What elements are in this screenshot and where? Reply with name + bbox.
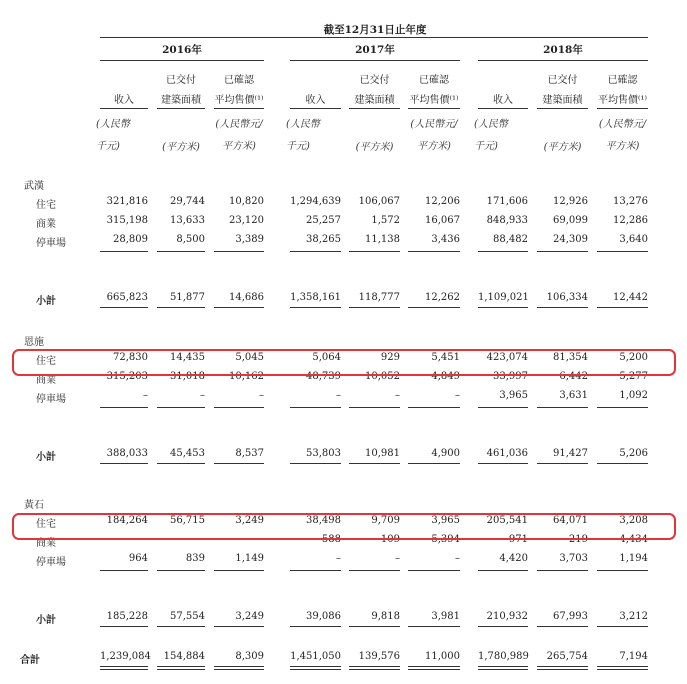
subtotal-top-rule xyxy=(157,251,205,252)
subtotal-top-rule xyxy=(100,570,148,571)
subtotal-row-cell: 388,033 xyxy=(106,448,148,459)
data-row-cell: 23,120 xyxy=(229,215,264,226)
data-row-cell: 109 xyxy=(380,534,400,545)
subtotal-top-rule xyxy=(597,570,648,571)
column-title: 已交付 xyxy=(547,75,578,86)
data-row-cell: 64,071 xyxy=(553,515,588,526)
column-title-rule xyxy=(478,108,528,109)
column-title: 建築面積 xyxy=(161,95,201,106)
column-title-rule xyxy=(100,108,148,109)
subtotal-bottom-rule xyxy=(290,626,341,627)
column-title: 已確認 xyxy=(224,75,254,86)
column-title-rule xyxy=(349,108,400,109)
subtotal-bottom-rule xyxy=(349,307,400,308)
column-unit: (平方米) xyxy=(543,142,582,153)
subtotal-bottom-rule xyxy=(408,626,460,627)
region-name: 黃石 xyxy=(24,500,44,511)
data-row-cell: 423,074 xyxy=(486,352,528,363)
data-row-cell: 219 xyxy=(568,534,588,545)
total-double-rule xyxy=(349,666,400,667)
subtotal-top-rule xyxy=(478,407,528,408)
data-row-cell: 3,208 xyxy=(619,515,648,526)
year-header: 2016年 xyxy=(162,44,202,56)
year-rule xyxy=(100,60,264,61)
subtotal-row-cell: 210,932 xyxy=(486,611,528,622)
data-row-cell: 184,264 xyxy=(106,515,148,526)
data-row-cell: 48,739 xyxy=(306,371,341,382)
subtotal-row-cell: 3,981 xyxy=(431,611,460,622)
data-row-cell: 3,249 xyxy=(235,515,264,526)
data-row-cell: 1,194 xyxy=(619,553,648,564)
total-double-rule xyxy=(349,669,400,670)
subtotal-row-cell: 39,086 xyxy=(306,611,341,622)
subtotal-top-rule xyxy=(597,251,648,252)
row-label: 住宅 xyxy=(36,519,56,530)
subtotal-row-cell: 12,442 xyxy=(613,292,648,303)
subtotal-bottom-rule xyxy=(408,307,460,308)
column-title-rule xyxy=(214,108,264,109)
data-row-cell: 3,703 xyxy=(559,553,588,564)
column-title: 收入 xyxy=(114,95,134,106)
subtotal-top-rule xyxy=(290,570,341,571)
subtotal-row-cell: 57,554 xyxy=(170,611,205,622)
subtotal-row-cell: 185,228 xyxy=(106,611,148,622)
subtotal-row-cell: 12,262 xyxy=(425,292,460,303)
column-title-rule xyxy=(157,108,205,109)
row-label: 停車場 xyxy=(36,238,66,249)
data-row-cell: 839 xyxy=(185,553,205,564)
data-row-cell: 5,451 xyxy=(431,352,460,363)
subtotal-bottom-rule xyxy=(349,626,400,627)
subtotal-row-cell: 5,206 xyxy=(619,448,648,459)
data-row-cell: 3,965 xyxy=(499,390,528,401)
data-row-cell: 5,394 xyxy=(431,534,460,545)
subtotal-top-rule xyxy=(478,570,528,571)
data-row-cell: 971 xyxy=(508,534,528,545)
total-row-cell: 7,194 xyxy=(619,651,648,662)
total-double-rule xyxy=(157,669,205,670)
column-title-rule xyxy=(537,108,588,109)
highlight-box xyxy=(12,349,676,376)
data-row-cell: 315,203 xyxy=(106,371,148,382)
data-row-cell: 28,809 xyxy=(113,234,148,245)
data-row-cell: 72,830 xyxy=(113,352,148,363)
column-title-rule xyxy=(290,108,341,109)
data-row-cell: – xyxy=(455,390,460,401)
data-row-cell: 29,744 xyxy=(170,196,205,207)
data-row-cell: – xyxy=(143,534,148,545)
data-row-cell: 14,435 xyxy=(170,352,205,363)
subtotal-top-rule xyxy=(157,407,205,408)
data-row-cell: 10,820 xyxy=(229,196,264,207)
data-row-cell: 5,064 xyxy=(312,352,341,363)
data-row-cell: 16,067 xyxy=(425,215,460,226)
column-unit: (人民幣 xyxy=(474,119,508,130)
data-row-cell: 13,633 xyxy=(170,215,205,226)
data-row-cell: 929 xyxy=(380,352,400,363)
row-label: 住宅 xyxy=(36,356,56,367)
data-row-cell: 31,018 xyxy=(170,371,205,382)
data-row-cell: 205,541 xyxy=(486,515,528,526)
data-row-cell: 24,309 xyxy=(553,234,588,245)
subtotal-bottom-rule xyxy=(214,463,264,464)
subtotal-top-rule xyxy=(537,251,588,252)
data-row-cell: 10,162 xyxy=(229,371,264,382)
subtotal-row-cell: 67,993 xyxy=(553,611,588,622)
total-double-rule xyxy=(100,669,148,670)
subtotal-bottom-rule xyxy=(100,463,148,464)
data-row-cell: 5,200 xyxy=(619,352,648,363)
data-row-cell: 38,498 xyxy=(306,515,341,526)
column-title: 平均售價⁽¹⁾ xyxy=(409,95,459,106)
period-header: 截至12月31日止年度 xyxy=(323,24,427,36)
column-unit: 平方米) xyxy=(222,141,256,152)
total-double-rule xyxy=(408,669,460,670)
subtotal-top-rule xyxy=(214,570,264,571)
column-unit: (人民幣元/ xyxy=(598,119,647,130)
data-row-cell: 8,500 xyxy=(176,234,205,245)
column-title: 已確認 xyxy=(419,75,449,86)
column-title: 已確認 xyxy=(607,75,638,86)
subtotal-row-cell: 461,036 xyxy=(486,448,528,459)
year-rule xyxy=(290,60,460,61)
header-rule xyxy=(100,37,648,38)
data-row-cell: 12,286 xyxy=(613,215,648,226)
subtotal-top-rule xyxy=(214,251,264,252)
subtotal-bottom-rule xyxy=(349,463,400,464)
subtotal-label: 小計 xyxy=(36,296,56,307)
total-row-cell: 1,239,084 xyxy=(100,651,151,662)
data-row-cell: 3,965 xyxy=(431,515,460,526)
data-row-cell: 38,265 xyxy=(306,234,341,245)
subtotal-bottom-rule xyxy=(100,626,148,627)
row-label: 停車場 xyxy=(36,394,66,405)
subtotal-row-cell: 45,453 xyxy=(170,448,205,459)
data-row-cell: 11,138 xyxy=(365,234,400,245)
data-row-cell: 4,434 xyxy=(619,534,648,545)
subtotal-bottom-rule xyxy=(157,626,205,627)
data-row-cell: 88,482 xyxy=(493,234,528,245)
data-row-cell: 12,206 xyxy=(425,196,460,207)
column-title: 建築面積 xyxy=(354,95,395,106)
column-unit: (人民幣 xyxy=(286,119,320,130)
subtotal-top-rule xyxy=(349,570,400,571)
subtotal-row-cell: 3,249 xyxy=(235,611,264,622)
total-double-rule xyxy=(290,669,341,670)
column-unit: (人民幣 xyxy=(96,119,130,130)
data-row-cell: – xyxy=(395,553,400,564)
subtotal-row-cell: 51,877 xyxy=(170,292,205,303)
column-unit: 平方米) xyxy=(605,141,640,152)
data-row-cell: 56,715 xyxy=(170,515,205,526)
data-row-cell: 171,606 xyxy=(486,196,528,207)
total-double-rule xyxy=(537,669,588,670)
data-row-cell: – xyxy=(259,390,264,401)
total-double-rule xyxy=(478,669,528,670)
total-double-rule xyxy=(100,666,148,667)
data-row-cell: 81,354 xyxy=(553,352,588,363)
column-title: 已交付 xyxy=(359,75,390,86)
subtotal-bottom-rule xyxy=(290,307,341,308)
column-unit: 千元) xyxy=(286,141,310,152)
total-double-rule xyxy=(478,666,528,667)
subtotal-top-rule xyxy=(157,570,205,571)
subtotal-bottom-rule xyxy=(597,307,648,308)
subtotal-row-cell: 1,109,021 xyxy=(478,292,529,303)
subtotal-row-cell: 14,686 xyxy=(229,292,264,303)
subtotal-row-cell: 3,212 xyxy=(619,611,648,622)
highlight-box xyxy=(12,513,676,540)
row-label: 商業 xyxy=(36,219,56,230)
column-title-rule xyxy=(408,108,460,109)
column-unit: (平方米) xyxy=(162,142,200,153)
data-row-cell: – xyxy=(259,534,264,545)
data-row-cell: – xyxy=(336,553,341,564)
data-row-cell: – xyxy=(336,390,341,401)
total-label: 合計 xyxy=(20,655,40,666)
subtotal-bottom-rule xyxy=(100,307,148,308)
total-double-rule xyxy=(157,666,205,667)
total-double-rule xyxy=(537,666,588,667)
data-row-cell: – xyxy=(455,553,460,564)
column-title: 平均售價⁽¹⁾ xyxy=(214,95,264,106)
data-row-cell: 321,816 xyxy=(106,196,148,207)
total-double-rule xyxy=(214,669,264,670)
subtotal-row-cell: 106,334 xyxy=(546,292,588,303)
data-row-cell: – xyxy=(200,534,205,545)
data-row-cell: 848,933 xyxy=(486,215,528,226)
subtotal-top-rule xyxy=(537,407,588,408)
data-row-cell: 964 xyxy=(128,553,148,564)
data-row-cell: 315,198 xyxy=(106,215,148,226)
data-row-cell: – xyxy=(200,390,205,401)
subtotal-top-rule xyxy=(290,407,341,408)
data-row-cell: 3,631 xyxy=(559,390,588,401)
total-row-cell: 154,884 xyxy=(163,651,205,662)
total-row-cell: 139,576 xyxy=(358,651,400,662)
subtotal-row-cell: 10,981 xyxy=(365,448,400,459)
row-label: 住宅 xyxy=(36,200,56,211)
subtotal-top-rule xyxy=(290,251,341,252)
data-row-cell: – xyxy=(143,390,148,401)
data-row-cell: 6,442 xyxy=(559,371,588,382)
subtotal-label: 小計 xyxy=(36,452,56,463)
column-title-rule xyxy=(597,108,648,109)
subtotal-bottom-rule xyxy=(408,463,460,464)
column-unit: (平方米) xyxy=(355,142,394,153)
total-double-rule xyxy=(408,666,460,667)
subtotal-bottom-rule xyxy=(214,307,264,308)
subtotal-bottom-rule xyxy=(478,307,528,308)
data-row-cell: 33,997 xyxy=(493,371,528,382)
subtotal-row-cell: 118,777 xyxy=(358,292,400,303)
row-label: 停車場 xyxy=(36,557,66,568)
data-row-cell: 69,099 xyxy=(553,215,588,226)
subtotal-bottom-rule xyxy=(478,626,528,627)
subtotal-row-cell: 4,900 xyxy=(431,448,460,459)
data-row-cell: 1,149 xyxy=(235,553,264,564)
region-name: 恩施 xyxy=(24,337,44,348)
column-unit: 平方米) xyxy=(417,141,451,152)
subtotal-row-cell: 665,823 xyxy=(106,292,148,303)
subtotal-top-rule xyxy=(100,407,148,408)
year-rule xyxy=(478,60,648,61)
subtotal-top-rule xyxy=(408,251,460,252)
data-row-cell: 13,276 xyxy=(613,196,648,207)
column-unit: (人民幣元/ xyxy=(410,119,458,130)
subtotal-bottom-rule xyxy=(157,463,205,464)
subtotal-bottom-rule xyxy=(478,463,528,464)
data-row-cell: 3,640 xyxy=(619,234,648,245)
row-label: 商業 xyxy=(36,375,56,386)
data-row-cell: – xyxy=(395,390,400,401)
row-label: 商業 xyxy=(36,538,56,549)
total-double-rule xyxy=(214,666,264,667)
subtotal-row-cell: 8,537 xyxy=(235,448,264,459)
subtotal-row-cell: 91,427 xyxy=(553,448,588,459)
data-row-cell: 4,849 xyxy=(431,371,460,382)
data-row-cell: 4,420 xyxy=(499,553,528,564)
total-double-rule xyxy=(597,666,648,667)
total-row-cell: 8,309 xyxy=(235,651,264,662)
subtotal-label: 小計 xyxy=(36,615,56,626)
data-row-cell: 12,926 xyxy=(553,196,588,207)
column-title: 收入 xyxy=(493,95,513,106)
column-unit: 千元) xyxy=(474,141,498,152)
subtotal-bottom-rule xyxy=(290,463,341,464)
data-row-cell: 588 xyxy=(321,534,341,545)
year-header: 2017年 xyxy=(355,44,395,56)
subtotal-top-rule xyxy=(408,570,460,571)
column-title: 已交付 xyxy=(166,75,196,86)
column-title: 建築面積 xyxy=(542,95,583,106)
column-title: 收入 xyxy=(305,95,326,106)
subtotal-row-cell: 1,358,161 xyxy=(290,292,341,303)
subtotal-top-rule xyxy=(478,251,528,252)
data-row-cell: 5,277 xyxy=(619,371,648,382)
data-row-cell: 9,709 xyxy=(371,515,400,526)
subtotal-top-rule xyxy=(537,570,588,571)
region-name: 武漢 xyxy=(24,181,44,192)
data-row-cell: 3,389 xyxy=(235,234,264,245)
total-double-rule xyxy=(290,666,341,667)
subtotal-top-rule xyxy=(349,407,400,408)
column-title: 平均售價⁽¹⁾ xyxy=(598,95,647,106)
subtotal-bottom-rule xyxy=(537,307,588,308)
total-row-cell: 1,451,050 xyxy=(290,651,341,662)
subtotal-top-rule xyxy=(597,407,648,408)
subtotal-top-rule xyxy=(214,407,264,408)
data-row-cell: 1,092 xyxy=(619,390,648,401)
year-header: 2018年 xyxy=(543,44,583,56)
subtotal-bottom-rule xyxy=(597,626,648,627)
subtotal-bottom-rule xyxy=(597,463,648,464)
column-unit: (人民幣元/ xyxy=(215,119,263,130)
data-row-cell: 3,436 xyxy=(431,234,460,245)
total-double-rule xyxy=(597,669,648,670)
subtotal-row-cell: 53,803 xyxy=(306,448,341,459)
total-row-cell: 11,000 xyxy=(425,651,460,662)
subtotal-top-rule xyxy=(408,407,460,408)
data-row-cell: 5,045 xyxy=(235,352,264,363)
subtotal-top-rule xyxy=(100,251,148,252)
column-unit: 千元) xyxy=(96,141,120,152)
subtotal-row-cell: 9,818 xyxy=(371,611,400,622)
subtotal-bottom-rule xyxy=(214,626,264,627)
data-row-cell: 10,052 xyxy=(365,371,400,382)
data-row-cell: 106,067 xyxy=(358,196,400,207)
data-row-cell: 1,294,639 xyxy=(290,196,341,207)
data-row-cell: 1,572 xyxy=(371,215,400,226)
subtotal-bottom-rule xyxy=(537,463,588,464)
subtotal-bottom-rule xyxy=(537,626,588,627)
data-row-cell: 25,257 xyxy=(306,215,341,226)
total-row-cell: 1,780,989 xyxy=(478,651,529,662)
subtotal-top-rule xyxy=(349,251,400,252)
subtotal-bottom-rule xyxy=(157,307,205,308)
total-row-cell: 265,754 xyxy=(546,651,588,662)
